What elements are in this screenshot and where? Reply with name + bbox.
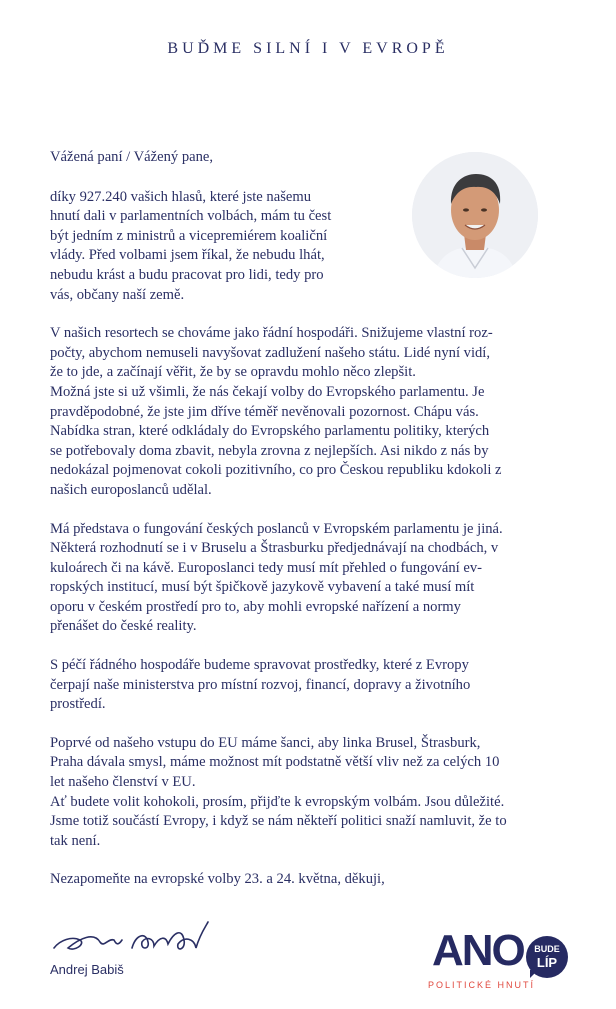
paragraph-line: Jsme totiž součástí Evropy, i když se nám někteří politici snaží namluvit, že to	[50, 813, 507, 830]
intro-line: hnutí dali v parlamentních volbách, mám tu čest	[50, 208, 332, 225]
paragraph-line: Některá rozhodnutí se i v Bruselu a Štrasburku předjednávají na chodbách, v	[50, 540, 499, 557]
intro-line: díky 927.240 vašich hlasů, které jste našemu	[50, 188, 312, 205]
paragraph-line: Ať budete volit kohokoli, prosím, přijďte k evropským volbám. Jsou důležité.	[50, 793, 505, 810]
paragraph-line: kuloárech či na kávě. Europoslanci tedy musí mít přehled o fungování ev-	[50, 559, 483, 576]
paragraph-line: Možná jste si už všimli, že nás čekají volby do Evropského parlamentu. Je	[50, 383, 485, 400]
paragraph-resorts	[50, 324, 580, 500]
logo-badge-line1: BUDE	[534, 944, 560, 954]
letter-title: BUĎME SILNÍ I V EVROPĚ	[167, 40, 449, 57]
paragraph-line: našich europoslanců udělal.	[50, 481, 212, 498]
signer-name: Andrej Babiš	[50, 962, 124, 977]
handwritten-signature-icon	[50, 918, 220, 963]
paragraph-line: přenášet do české reality.	[50, 618, 197, 635]
paragraph-line: se potřebovaly doma zbavit, nebyla zrovna z nejlepších. Asi nikdo z nás by	[50, 442, 489, 459]
intro-line: nebudu krást a budu pracovat pro lidi, tedy pro	[50, 266, 324, 283]
paragraph-line: počty, abychom nemuseli navyšovat zadlužení našeho státu. Lidé nyní vidí,	[50, 344, 490, 361]
paragraph-line: let našeho členství v EU.	[50, 774, 196, 791]
paragraph-line: pravděpodobné, že jste jim dříve téměř nevěnovali pozornost. Chápu vás.	[50, 403, 479, 420]
intro-line: vás, občany naší země.	[50, 286, 185, 303]
intro-line: být jedním z ministrů a vicepremiérem koaliční	[50, 227, 328, 244]
paragraph-line: Praha dávala smysl, máme možnost mít podstatně větší vliv než za celých 10	[50, 754, 500, 771]
paragraph-funds	[50, 656, 580, 715]
paragraph-line: S péčí řádného hospodáře budeme spravovat prostředky, které z Evropy	[50, 657, 469, 674]
party-logo	[428, 926, 578, 994]
paragraph-line: Poprvé od našeho vstupu do EU máme šanci, aby linka Brusel, Štrasburk,	[50, 734, 481, 751]
paragraph-line: Nabídka stran, které odkládaly do Evropského parlamentu politiky, kterých	[50, 423, 490, 440]
logo-wordmark: ANO	[432, 926, 524, 975]
intro-line: vlády. Před volbami jsem říkal, že nebudu lhát,	[50, 247, 325, 264]
logo-subtitle: POLITICKÉ HNUTÍ	[428, 980, 536, 990]
letter-body	[50, 148, 580, 890]
paragraph-line: tak není.	[50, 832, 101, 849]
logo-badge-line2: LÍP	[536, 955, 558, 970]
paragraph-chance	[50, 734, 580, 852]
paragraph-line: V našich resortech se chováme jako řádní hospodáři. Snižujeme vlastní roz-	[50, 325, 493, 342]
paragraph-line: ropských institucí, musí být špičkově jazykově vybavení a také musí mít	[50, 579, 475, 596]
paragraph-line: čerpají naše ministerstva pro místní rozvoj, financí, dopravy a životního	[50, 676, 471, 693]
paragraph-line: prostředí.	[50, 696, 106, 713]
intro-paragraph	[50, 188, 385, 306]
logo-badge-tail	[530, 970, 538, 978]
greeting: Vážená paní / Vážený pane,	[50, 149, 214, 165]
paragraph-line: oporu v českém prostředí pro to, aby mohli evropské nařízení a normy	[50, 598, 461, 615]
paragraph-line: nedokázal pojmenovat cokoli pozitivního, co pro Českou republiku kdokoli z	[50, 462, 502, 479]
paragraph-line: Má představa o fungování českých poslanců v Evropském parlamentu je jiná.	[50, 520, 503, 537]
paragraph-line: že to jde, a začínají věřit, že by se opravdu mohlo něco zlepšit.	[50, 364, 416, 381]
paragraph-representation	[50, 520, 580, 638]
closing-line: Nezapomeňte na evropské volby 23. a 24. května, děkuji,	[50, 871, 385, 888]
